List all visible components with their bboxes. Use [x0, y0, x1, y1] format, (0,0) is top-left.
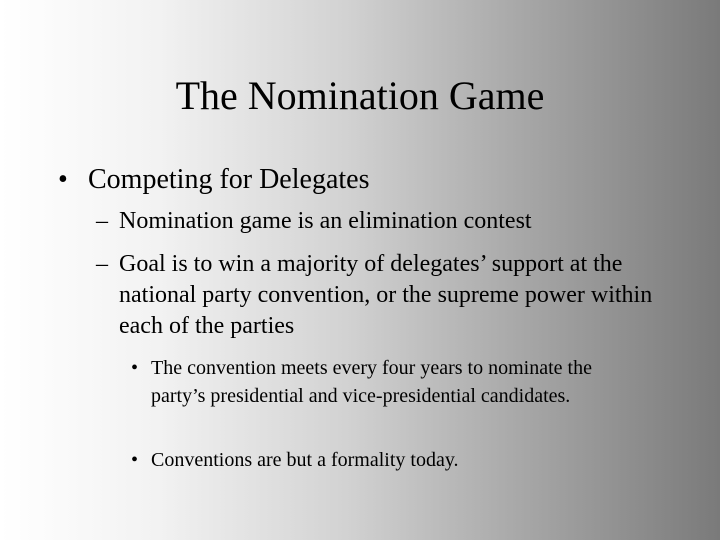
bullet-text: Competing for Delegates: [88, 164, 370, 195]
sub-sub-bullet-text: Conventions are but a formality today.: [151, 449, 459, 471]
bullet-marker: •: [131, 357, 139, 379]
dash-marker: –: [96, 208, 108, 234]
bullet-marker: •: [131, 449, 139, 471]
sub-sub-bullet-text: The convention meets every four years to nominate the party’s presidential and vice-presidential candidates.: [151, 357, 592, 407]
slide-title: The Nomination Game: [175, 73, 545, 118]
dash-marker: –: [96, 251, 108, 277]
sub-bullet-text: Nomination game is an elimination contest: [119, 208, 532, 234]
bullet-marker: •: [58, 164, 68, 195]
sub-bullet-text: Goal is to win a majority of delegates’ support at the national party convention, or the supreme power within each of the parties: [119, 251, 653, 339]
